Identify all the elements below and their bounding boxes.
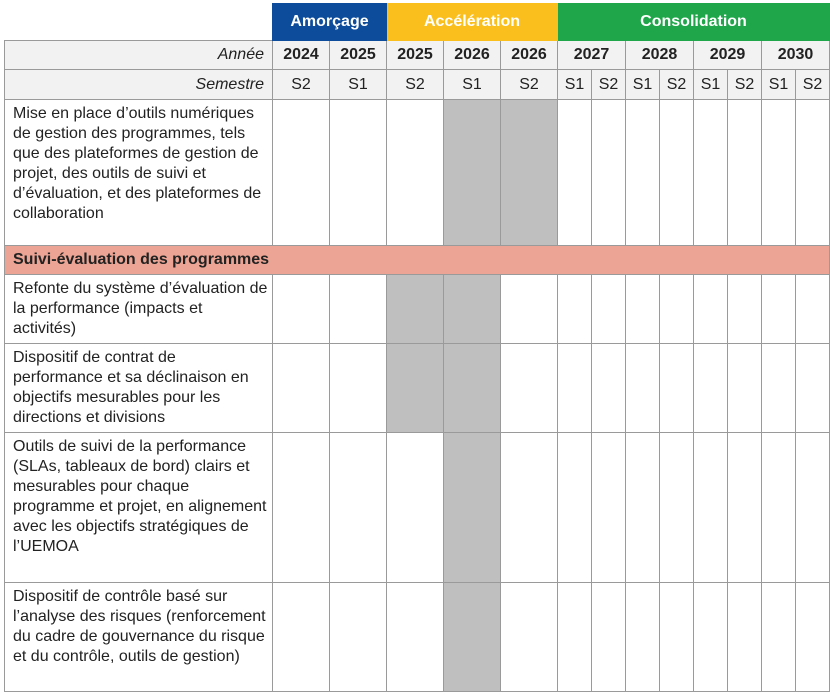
timeline-cell [558,583,592,692]
phase-header: Accélération [387,4,558,41]
year-cell: 2027 [558,41,626,70]
timeline-cell-active [444,433,501,583]
timeline-cell [501,433,558,583]
year-row-label: Année [5,41,273,70]
year-cell: 2026 [444,41,501,70]
timeline-cell [728,433,762,583]
timeline-cell [728,583,762,692]
timeline-cell [660,344,694,433]
semester-cell: S2 [660,70,694,100]
timeline-cell [660,100,694,246]
timeline-cell [728,100,762,246]
timeline-cell [558,433,592,583]
timeline-cell [592,100,626,246]
timeline-cell [762,344,796,433]
timeline-cell [796,100,830,246]
semester-cell: S2 [501,70,558,100]
timeline-cell-active [444,275,501,344]
timeline-cell [626,275,660,344]
timeline-cell [330,344,387,433]
timeline-cell-active [444,344,501,433]
timeline-cell [501,344,558,433]
year-cell: 2030 [762,41,830,70]
timeline-cell [660,433,694,583]
section-header: Suivi-évaluation des programmes [5,246,830,275]
timeline-cell-active [444,100,501,246]
timeline-cell [558,275,592,344]
timeline-cell [796,344,830,433]
timeline-cell [762,433,796,583]
timeline-cell [330,583,387,692]
timeline-cell-active [444,583,501,692]
timeline-cell [330,100,387,246]
timeline-cell [592,433,626,583]
timeline-cell [330,275,387,344]
semester-cell: S2 [796,70,830,100]
timeline-cell [796,583,830,692]
semester-cell: S2 [592,70,626,100]
timeline-cell [330,433,387,583]
timeline-cell [273,433,330,583]
timeline-cell [762,583,796,692]
phase-header: Amorçage [273,4,387,41]
timeline-cell [273,100,330,246]
timeline-cell [273,344,330,433]
semester-cell: S1 [444,70,501,100]
semester-cell: S1 [558,70,592,100]
timeline-cell [501,275,558,344]
timeline-cell [762,100,796,246]
timeline-cell [501,583,558,692]
year-cell: 2029 [694,41,762,70]
timeline-cell [796,275,830,344]
timeline-cell [273,275,330,344]
timeline-cell [728,344,762,433]
task-label: Dispositif de contrôle basé sur l’analyse des risques (renforcement du cadre de gouvernance du risque et du contrôle, outils de gestion) [5,583,273,692]
timeline-cell [762,275,796,344]
phase-header: Consolidation [558,4,830,41]
timeline-cell [694,344,728,433]
timeline-cell [626,583,660,692]
timeline-cell [592,275,626,344]
task-label: Outils de suivi de la performance (SLAs, tableaux de bord) clairs et mesurables pour chaque programme et projet, en alignement avec les objectifs stratégiques de l’UEMOA [5,433,273,583]
timeline-cell [387,433,444,583]
semester-cell: S1 [762,70,796,100]
timeline-cell [660,583,694,692]
semester-cell: S1 [626,70,660,100]
timeline-cell [694,100,728,246]
timeline-cell [626,344,660,433]
semester-cell: S2 [273,70,330,100]
task-label: Dispositif de contrat de performance et sa déclinaison en objectifs mesurables pour les directions et divisions [5,344,273,433]
task-label: Mise en place d’outils numériques de gestion des programmes, tels que des plateformes de gestion de projet, des outils de suivi et d’évaluation, et des plateformes de collaboration [5,100,273,246]
timeline-cell-active [501,100,558,246]
header-blank-cell [5,4,273,41]
timeline-cell [626,100,660,246]
timeline-cell [558,100,592,246]
timeline-cell-active [387,344,444,433]
timeline-cell [592,583,626,692]
semester-row-label: Semestre [5,70,273,100]
year-cell: 2025 [387,41,444,70]
timeline-cell [387,100,444,246]
timeline-cell [694,433,728,583]
roadmap-table [4,3,830,692]
year-cell: 2024 [273,41,330,70]
timeline-cell [796,433,830,583]
year-cell: 2025 [330,41,387,70]
year-cell: 2026 [501,41,558,70]
timeline-cell [592,344,626,433]
timeline-cell [694,583,728,692]
semester-cell: S1 [694,70,728,100]
timeline-cell [387,583,444,692]
timeline-cell [694,275,728,344]
timeline-cell-active [387,275,444,344]
semester-cell: S1 [330,70,387,100]
year-cell: 2028 [626,41,694,70]
semester-cell: S2 [728,70,762,100]
timeline-cell [728,275,762,344]
timeline-cell [660,275,694,344]
semester-cell: S2 [387,70,444,100]
timeline-cell [558,344,592,433]
timeline-cell [273,583,330,692]
timeline-cell [626,433,660,583]
task-label: Refonte du système d’évaluation de la performance (impacts et activités) [5,275,273,344]
